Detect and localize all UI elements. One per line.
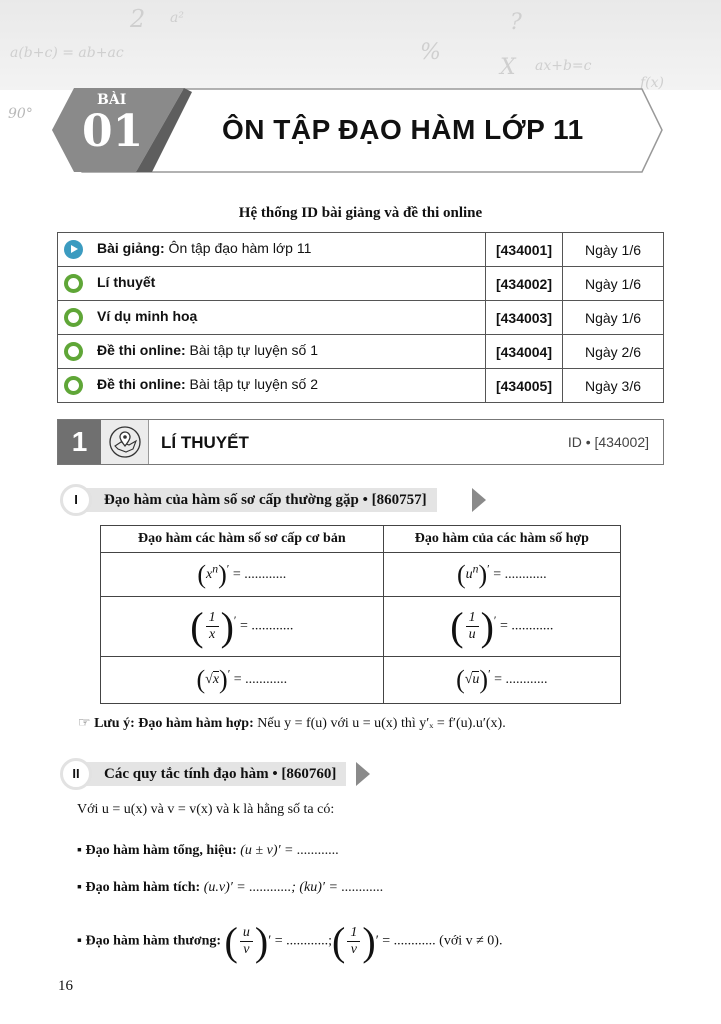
- id-table-row[interactable]: [58, 369, 664, 403]
- rules-intro: Với u = u(x) và v = v(x) và k là hằng số ta có:: [77, 802, 335, 817]
- lesson-banner: [52, 88, 662, 172]
- clock-icon: [64, 376, 83, 395]
- row-title[interactable]: Đề thi online: Bài tập tự luyện số 2: [58, 369, 486, 403]
- clock-icon: [64, 308, 83, 327]
- bg-formula: a²: [170, 10, 184, 26]
- formula-cell: ( $\frac{1}{u}$ )′ = ............: [383, 597, 620, 657]
- subsection-title: Đạo hàm của hàm số sơ cấp thường gặp • [860757]: [86, 488, 437, 512]
- map-pin-icon: [101, 420, 149, 464]
- header-pattern: [0, 0, 721, 90]
- section-id: ID • [434002]: [567, 434, 649, 450]
- bg-formula: a(b+c) = ab+ac: [10, 45, 124, 61]
- row-date: Ngày 1/6: [563, 301, 664, 335]
- clock-icon: [64, 274, 83, 293]
- id-table-row[interactable]: [58, 267, 664, 301]
- row-id: [434002]: [486, 267, 563, 301]
- section-number: 1: [58, 420, 101, 464]
- play-icon: [64, 240, 83, 259]
- bg-formula: 2: [130, 5, 146, 33]
- pointing-hand-icon: ☞: [78, 716, 95, 731]
- column-header: Đạo hàm của các hàm số hợp: [383, 526, 620, 553]
- column-header: Đạo hàm các hàm số sơ cấp cơ bản: [101, 526, 384, 553]
- chevron-right-icon: [356, 762, 370, 786]
- row-date: Ngày 1/6: [563, 267, 664, 301]
- formula-cell: (√u)′ = ............: [383, 657, 620, 704]
- chevron-right-icon: [472, 488, 486, 512]
- bg-formula: X: [500, 55, 516, 80]
- sum-rule: ▪ Đạo hàm hàm tổng, hiệu: (u ± v)′ = ............: [77, 843, 339, 858]
- bg-formula: ?: [510, 10, 522, 35]
- bg-formula: f(x): [640, 75, 665, 90]
- lesson-title: ÔN TẬP ĐẠO HÀM LỚP 11: [222, 114, 584, 145]
- derivative-table: [100, 525, 621, 704]
- section-title: LÍ THUYẾT: [161, 433, 249, 452]
- subsection-numeral: I: [60, 484, 92, 516]
- lesson-label: BÀI: [97, 92, 127, 108]
- id-table-row[interactable]: [58, 233, 664, 267]
- row-id: [434005]: [486, 369, 563, 403]
- row-title[interactable]: Bài giảng: Ôn tập đạo hàm lớp 11: [58, 233, 486, 267]
- section-header: [57, 419, 664, 465]
- formula-cell: ( $\frac{1}{x}$ )′ = ............: [101, 597, 384, 657]
- note: ☞ Lưu ý: Đạo hàm hàm hợp: Nếu y = f(u) với u = u(x) thì y′ₓ = f′(u).u′(x).: [78, 716, 506, 731]
- product-rule: ▪ Đạo hàm hàm tích: (u.v)′ = ............; (ku)′ = ............: [77, 880, 384, 895]
- row-date: Ngày 3/6: [563, 369, 664, 403]
- bg-formula: ax+b=c: [535, 58, 592, 74]
- row-date: Ngày 2/6: [563, 335, 664, 369]
- subsection-title: Các quy tắc tính đạo hàm • [860760]: [86, 762, 346, 786]
- row-id: [434003]: [486, 301, 563, 335]
- bg-formula: 90°: [8, 106, 33, 122]
- row-title[interactable]: Lí thuyết: [58, 267, 486, 301]
- formula-cell: (√x)′ = ............: [101, 657, 384, 704]
- id-table-row[interactable]: [58, 301, 664, 335]
- page-number: 16: [58, 978, 73, 994]
- lesson-number: 01: [82, 106, 144, 157]
- formula-cell: $(u^n)'$ = ............: [383, 553, 620, 597]
- row-date: Ngày 1/6: [563, 233, 664, 267]
- row-title[interactable]: Ví dụ minh hoạ: [58, 301, 486, 335]
- subsection-numeral: II: [60, 758, 92, 790]
- bg-formula: %: [420, 40, 441, 65]
- id-table-row[interactable]: [58, 335, 664, 369]
- quotient-rule: ▪ Đạo hàm hàm thương: ( $\frac{u}{v}$ )′ = ............;( $\frac{1}{v}$ )′ = ............ (với v ≠ 0).: [77, 919, 503, 964]
- id-system-title: Hệ thống ID bài giảng và đề thi online: [238, 205, 483, 221]
- row-title[interactable]: Đề thi online: Bài tập tự luyện số 1: [58, 335, 486, 369]
- formula-cell: $(x^n)'$ = ............: [101, 553, 384, 597]
- row-id: [434004]: [486, 335, 563, 369]
- row-id: [434001]: [486, 233, 563, 267]
- clock-icon: [64, 342, 83, 361]
- id-table: [57, 232, 664, 403]
